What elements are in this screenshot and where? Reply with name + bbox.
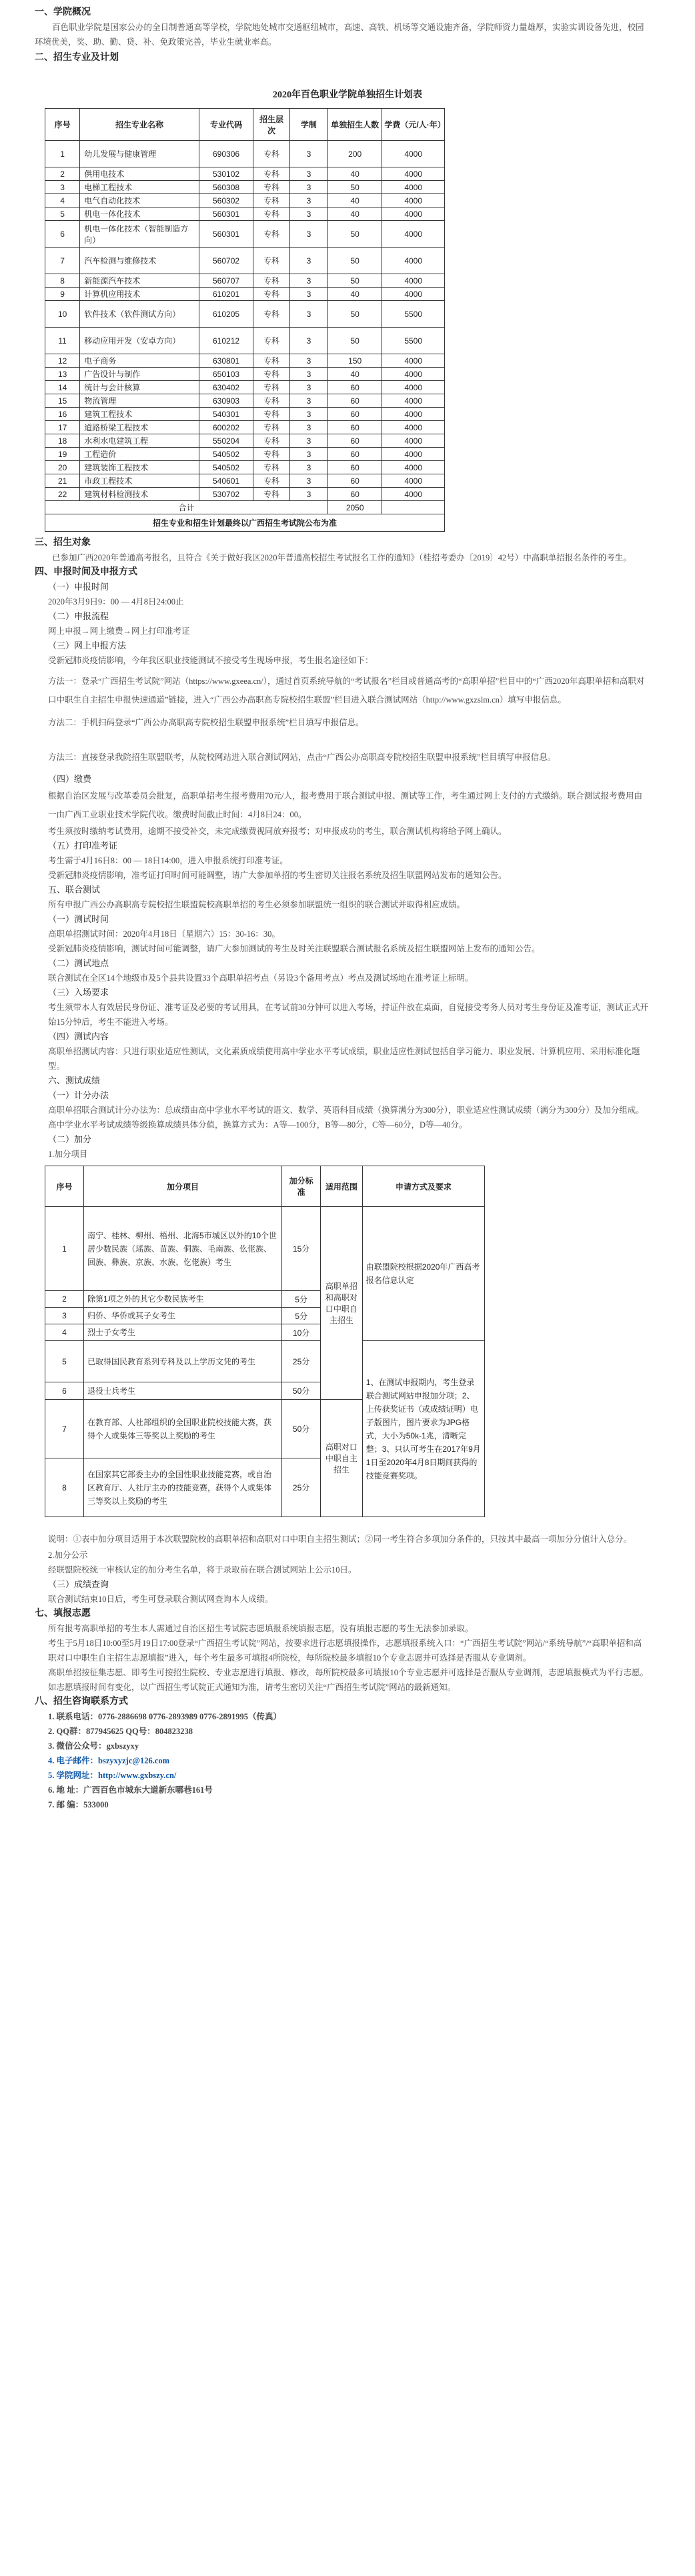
method-three: 方法三：直接登录我院招生联盟联考，从院校网站进入联合测试网站，点击“广西公办高职高专院校招生联盟申报系统”栏目填写申报信息。 [48, 753, 556, 762]
cell: 13 [45, 368, 80, 381]
cell: 10分 [282, 1324, 321, 1341]
cell: 4000 [382, 181, 445, 194]
th-item: 加分项目 [84, 1166, 282, 1207]
paragraph: 已参加广西2020年普通高考报名，且符合《关于做好我区2020年普通高校招生考试报名工作的通知》（桂招考委办〔2019〕42号）中高职单招报名条件的考生。 [52, 553, 632, 562]
cell: 南宁、桂林、柳州、梧州、北海5市城区以外的10个世居少数民族（瑶族、苗族、侗族、毛南族、仫佬族、回族、彝族、京族、水族、仡佬族）考生 [84, 1207, 282, 1291]
sub-heading: （三）成绩查询 [48, 1579, 109, 1589]
cell: 1 [45, 1207, 84, 1291]
cell-requirement: 由联盟院校根据2020年广西高考报名信息认定 [362, 1207, 484, 1341]
paragraph: 经联盟院校统一审核认定的加分考生名单，将于录取前在联合测试网站上公示10日。 [48, 1565, 357, 1575]
table-row [45, 488, 445, 501]
cell: 7 [45, 248, 80, 274]
table-row [45, 474, 445, 488]
cell: 供用电技术 [80, 167, 199, 181]
cell: 4 [45, 1324, 84, 1341]
cell: 4000 [382, 381, 445, 394]
cell: 3 [289, 488, 327, 501]
th-quota: 单独招生人数 [327, 109, 382, 141]
table-row [45, 167, 445, 181]
cell: 物流管理 [80, 394, 199, 408]
bonus-table [45, 1166, 485, 1517]
cell: 专科 [253, 394, 290, 408]
sub-heading: （三）入场要求 [48, 987, 109, 997]
paragraph: 考生须按时缴纳考试费用，逾期不接受补交，未完成缴费视同放弃报考；对申报成功的考生，联合测试机构将给予网上确认。 [48, 827, 507, 836]
cell: 电子商务 [80, 354, 199, 368]
cell: 60 [327, 448, 382, 461]
cell: 专科 [253, 181, 290, 194]
cell: 50 [327, 181, 382, 194]
cell: 市政工程技术 [80, 474, 199, 488]
cell: 建筑装饰工程技术 [80, 461, 199, 474]
cell: 8 [45, 274, 80, 288]
cell: 退役士兵考生 [84, 1382, 282, 1400]
cell: 11 [45, 328, 80, 354]
table-row [45, 381, 445, 394]
paragraph: 根据自治区发展与改革委员会批复，高职单招考生报考费用70元/人，报考费用于联合测试申报、测试等工作，考生通过网上支付的方式缴纳。联合测试报考费用由一由广西工业职业技术学院代收。缴费时间截止时间：4月8日24：00。 [48, 791, 642, 819]
cell: 5500 [382, 328, 445, 354]
cell: 17 [45, 421, 80, 434]
sub-heading: （一）申报时间 [48, 582, 109, 592]
cell: 专科 [253, 194, 290, 207]
cell: 40 [327, 368, 382, 381]
cell: 5分 [282, 1308, 321, 1324]
paragraph: 受新冠肺炎疫情影响，今年我区职业技能测试不接受考生现场申报，考生报名途径如下： [48, 656, 374, 665]
cell: 4000 [382, 368, 445, 381]
cell: 电气自动化技术 [80, 194, 199, 207]
enrollment-plan-table [45, 108, 445, 532]
th-code: 专业代码 [199, 109, 253, 141]
cell: 专科 [253, 248, 290, 274]
cell: 4000 [382, 434, 445, 448]
cell: 40 [327, 207, 382, 221]
cell: 550204 [199, 434, 253, 448]
cell: 21 [45, 474, 80, 488]
cell: 统计与会计核算 [80, 381, 199, 394]
cell: 15分 [282, 1207, 321, 1291]
sub-heading: （一）测试时间 [48, 914, 109, 924]
section-heading: 四、申报时间及申报方式 [35, 567, 137, 577]
cell: 除第1项之外的其它少数民族考生 [84, 1291, 282, 1308]
contact-wechat: 3. 微信公众号：gxbszyxy [48, 1741, 139, 1751]
cell: 专科 [253, 221, 290, 248]
cell: 3 [289, 221, 327, 248]
cell: 工程造价 [80, 448, 199, 461]
cell: 60 [327, 408, 382, 421]
cell: 650103 [199, 368, 253, 381]
cell: 广告设计与制作 [80, 368, 199, 381]
paragraph: 联合测试在全区14个地级市及5个县共设置33个高职单招考点（另设3个备用考点）考点及测试场地在准考证上标明。 [48, 973, 474, 983]
table-row [45, 394, 445, 408]
paragraph: 2020年3月9日9：00 — 4月8日24:00止 [48, 597, 184, 606]
cell: 50 [327, 221, 382, 248]
cell: 新能源汽车技术 [80, 274, 199, 288]
paragraph: 受新冠肺炎疫情影响，准考证打印时间可能调整，请广大参加单招的考生密切关注报名系统及招生联盟网站发布的通知公告。 [48, 871, 507, 880]
cell: 专科 [253, 328, 290, 354]
cell: 19 [45, 448, 80, 461]
section-heading: 七、填报志愿 [35, 1609, 91, 1619]
cell: 20 [45, 461, 80, 474]
section-heading: 二、招生专业及计划 [35, 53, 119, 63]
cell: 专科 [253, 301, 290, 328]
cell: 3 [289, 301, 327, 328]
bonus-note: 说明：①表中加分项目适用于本次联盟院校的高职单招和高职对口中职自主招生测试；②同一考生符合多项加分条件的，只按其中最高一项加分分值计入总分。 [48, 1535, 632, 1544]
paragraph: 高职单招测试内容：只进行职业适应性测试，文化素质成绩使用高中学业水平考试成绩，职业适应性测试包括自学习能力、职业发展、计算机应用、采用标准化题型。 [48, 1047, 640, 1071]
cell: 610212 [199, 328, 253, 354]
sub-heading: （二）申报流程 [48, 611, 109, 621]
cell: 专科 [253, 274, 290, 288]
cell: 软件技术（软件测试方向） [80, 301, 199, 328]
cell: 610205 [199, 301, 253, 328]
cell: 4000 [382, 354, 445, 368]
cell: 60 [327, 488, 382, 501]
table-caption: 2020年百色职业学院单独招生计划表 [273, 90, 422, 100]
cell: 560702 [199, 248, 253, 274]
cell: 4000 [382, 421, 445, 434]
cell: 建筑材料检测技术 [80, 488, 199, 501]
paragraph: 所有报考高职单招的考生本人需通过自治区招生考试院志愿填报系统填报志愿，没有填报志愿的考生无法参加录取。 [48, 1624, 474, 1633]
cell: 40 [327, 194, 382, 207]
table-row [45, 408, 445, 421]
table-row [45, 368, 445, 381]
cell: 3 [289, 354, 327, 368]
th-major: 招生专业名称 [80, 109, 199, 141]
cell: 22 [45, 488, 80, 501]
cell: 4000 [382, 207, 445, 221]
cell: 14 [45, 381, 80, 394]
cell: 4000 [382, 288, 445, 301]
cell: 3 [289, 394, 327, 408]
cell: 560308 [199, 181, 253, 194]
cell: 9 [45, 288, 80, 301]
cell: 150 [327, 354, 382, 368]
contact-qq: 2. QQ群：877945625 QQ号：804823238 [48, 1727, 193, 1736]
cell: 4000 [382, 274, 445, 288]
sub-heading: （四）缴费 [48, 774, 92, 784]
method-one: 方法一：登录“广西招生考试院”网站（https://www.gxeea.cn/），通过首页系统导航的“考试报名”栏目或普通高考的“高职单招”栏目中的“广西2020年高职单招和高职对口中职生自主招生申报快速通道”链接，进入“广西公办高职高专院校招生联盟”栏目进入联合测试网站（http://www.gxzslm.cn）填写申报信息。 [48, 677, 645, 705]
th-years: 学制 [289, 109, 327, 141]
cell: 专科 [253, 207, 290, 221]
cell: 60 [327, 421, 382, 434]
cell: 机电一体化技术 [80, 207, 199, 221]
section-heading: 八、招生咨询联系方式 [35, 1697, 128, 1707]
contact-email[interactable]: 4. 电子邮件：bszyxyzjc@126.com [48, 1756, 170, 1765]
cell: 3 [289, 421, 327, 434]
cell: 40 [327, 288, 382, 301]
table-row [45, 141, 445, 167]
paragraph: 考生于5月18日10:00至5月19日17:00登录“广西招生考试院”网站，按要求进行志愿填报操作，志愿填报系统入口：“广西招生考试院”网站/“系统导航”/“高职单招和高职对口中职生自主招生志愿填报”进入，每个考生最多可填报4所院校，每所院校最多填报10个专业志愿并可选择是否服从专业调剂。 [48, 1639, 642, 1663]
cell: 归侨、华侨或其子女考生 [84, 1308, 282, 1324]
cell: 50 [327, 328, 382, 354]
cell: 50 [327, 274, 382, 288]
cell: 540502 [199, 461, 253, 474]
table-row [45, 354, 445, 368]
cell: 4000 [382, 221, 445, 248]
cell: 专科 [253, 288, 290, 301]
cell: 60 [327, 461, 382, 474]
paragraph: 高中学业水平考试成绩等级换算成绩具体分值，换算方式为：A等—100分，B等—80分，C等—60分，D等—40分。 [48, 1120, 468, 1130]
cell: 530702 [199, 488, 253, 501]
cell: 专科 [253, 408, 290, 421]
paragraph: 高职单招按征集志愿、即考生可按招生院校、专业志愿进行填报、修改，每所院校最多可填报10个专业志愿并可选择是否服从专业调剂，志愿填报模式为平行志愿。 [48, 1668, 649, 1677]
cell: 690306 [199, 141, 253, 167]
cell: 15 [45, 394, 80, 408]
cell: 3 [289, 288, 327, 301]
cell: 7 [45, 1400, 84, 1458]
cell: 560301 [199, 207, 253, 221]
cell: 3 [45, 1308, 84, 1324]
method-two: 方法二：手机扫码登录“广西公办高职高专院校招生联盟申报系统”栏目填写申报信息。 [48, 718, 364, 727]
cell: 560707 [199, 274, 253, 288]
table-row [45, 181, 445, 194]
cell: 6 [45, 1382, 84, 1400]
cell: 已取得国民教育系列专科及以上学历文凭的考生 [84, 1341, 282, 1382]
table-row [45, 194, 445, 207]
cell: 2 [45, 167, 80, 181]
cell: 专科 [253, 141, 290, 167]
paragraph: 考生需于4月16日8：00 — 18日14:00，进入申报系统打印准考证。 [48, 856, 288, 865]
cell: 60 [327, 474, 382, 488]
table-row [45, 461, 445, 474]
cell: 4000 [382, 194, 445, 207]
cell: 专科 [253, 434, 290, 448]
cell: 6 [45, 221, 80, 248]
paragraph: 所有申报广西公办高职高专院校招生联盟院校高职单招的考生必须参加联盟统一组织的联合测试并取得相应成绩。 [48, 900, 466, 909]
table-row [45, 328, 445, 354]
th-points: 加分标准 [282, 1166, 321, 1207]
cell: 610201 [199, 288, 253, 301]
section-heading: 六、测试成绩 [48, 1076, 101, 1086]
cell: 3 [289, 474, 327, 488]
cell: 4000 [382, 248, 445, 274]
sub-heading: 五、联合测试 [48, 885, 101, 895]
cell: 540502 [199, 448, 253, 461]
cell: 3 [45, 181, 80, 194]
cell: 540601 [199, 474, 253, 488]
cell: 移动应用开发（安卓方向） [80, 328, 199, 354]
cell: 60 [327, 434, 382, 448]
cell: 50分 [282, 1382, 321, 1400]
cell: 630903 [199, 394, 253, 408]
paragraph: 考生须带本人有效居民身份证、准考证及必要的考试用具，在考试前30分钟可以进入考场，持证件放在桌面，自觉接受考务人员对考生身份证及准考证，测试正式开始15分钟后，考生不能进入考场。 [48, 1003, 649, 1027]
paragraph: 网上申报→网上缴费→网上打印准考证 [48, 626, 190, 636]
cell: 专科 [253, 167, 290, 181]
cell: 5分 [282, 1291, 321, 1308]
cell: 40 [327, 167, 382, 181]
cell: 200 [327, 141, 382, 167]
cell: 4000 [382, 488, 445, 501]
table-row [45, 207, 445, 221]
th-index: 序号 [45, 109, 80, 141]
cell: 3 [289, 448, 327, 461]
cell: 4000 [382, 408, 445, 421]
cell: 25分 [282, 1341, 321, 1382]
cell: 专科 [253, 354, 290, 368]
total-fee-empty [382, 501, 445, 514]
cell: 专科 [253, 381, 290, 394]
cell: 540301 [199, 408, 253, 421]
cell: 烈士子女考生 [84, 1324, 282, 1341]
cell-scope: 高职单招和高职对口中职自主招生 [321, 1207, 363, 1400]
table-row [45, 248, 445, 274]
sub-heading: （三）网上申报方法 [48, 640, 127, 651]
sub-heading: （一）计分办法 [48, 1090, 109, 1100]
cell: 5 [45, 207, 80, 221]
cell: 在国家其它部委主办的全国性职业技能竞赛，或自治区教育厅、人社厅主办的技能竞赛，获得个人或集体三等奖以上奖励的考生 [84, 1458, 282, 1517]
paragraph: 受新冠肺炎疫情影响，测试时间可能调整，请广大参加测试的考生及时关注联盟联合测试报名系统及招生联盟网站上发布的通知公告。 [48, 944, 540, 953]
cell: 12 [45, 354, 80, 368]
table-row [45, 288, 445, 301]
cell: 3 [289, 194, 327, 207]
th-scope: 适用范围 [321, 1166, 363, 1207]
cell: 3 [289, 328, 327, 354]
cell: 4000 [382, 394, 445, 408]
cell: 3 [289, 408, 327, 421]
cell: 汽车检测与维修技术 [80, 248, 199, 274]
cell: 3 [289, 141, 327, 167]
cell: 专科 [253, 474, 290, 488]
sub-heading: （五）打印准考证 [48, 841, 118, 851]
sub-heading: （四）测试内容 [48, 1031, 109, 1041]
cell: 630402 [199, 381, 253, 394]
cell: 560302 [199, 194, 253, 207]
table-row [45, 448, 445, 461]
th-fee: 学费（元/人·年） [382, 109, 445, 141]
cell: 3 [289, 381, 327, 394]
cell: 1 [45, 141, 80, 167]
cell: 630801 [199, 354, 253, 368]
cell-requirement: 1、在测试申报期内，考生登录联合测试网站申报加分项；2、上传获奖证书（或成绩证明）电子版图片，图片要求为JPG格式，大小为50k-1兆，清晰完整；3、只认可考生在2017年9月1日至2020年4月8日期间获得的技能竞赛奖项。 [362, 1341, 484, 1517]
cell: 在教育部、人社部组织的全国职业院校技能大赛，获得个人或集体三等奖以上奖励的考生 [84, 1400, 282, 1458]
cell: 18 [45, 434, 80, 448]
cell: 3 [289, 461, 327, 474]
contact-website[interactable]: 5. 学院网址：http://www.gxbszy.cn/ [48, 1771, 177, 1780]
table-note: 招生专业和招生计划最终以广西招生考试院公布为准 [45, 514, 445, 532]
cell-scope: 高职对口中职自主招生 [321, 1400, 363, 1517]
table-row [45, 221, 445, 248]
paragraph: 1.加分项目 [48, 1150, 88, 1159]
cell: 50分 [282, 1400, 321, 1458]
paragraph: 高职单招联合测试计分办法为：总成绩由高中学业水平考试的语文、数学、英语科目成绩（换算满分为300分），职业适应性测试成绩（满分为300分）及加分组成。 [48, 1106, 644, 1115]
cell: 4000 [382, 448, 445, 461]
cell: 5500 [382, 301, 445, 328]
cell: 3 [289, 181, 327, 194]
cell: 专科 [253, 461, 290, 474]
cell: 专科 [253, 421, 290, 434]
cell: 4000 [382, 167, 445, 181]
cell: 2 [45, 1291, 84, 1308]
paragraph: 联合测试结束10日后，考生可登录联合测试网查询本人成绩。 [48, 1595, 273, 1604]
cell: 水利水电建筑工程 [80, 434, 199, 448]
contact-phone: 1. 联系电话：0776-2886698 0776-2893989 0776-2891995（传真） [48, 1712, 281, 1721]
cell: 建筑工程技术 [80, 408, 199, 421]
cell: 专科 [253, 448, 290, 461]
th-index: 序号 [45, 1166, 84, 1207]
cell: 计算机应用技术 [80, 288, 199, 301]
cell: 电梯工程技术 [80, 181, 199, 194]
cell: 60 [327, 394, 382, 408]
table-row [45, 274, 445, 288]
paragraph: 百色职业学院是国家公办的全日制普通高等学校，学院地处城市交通枢纽城市，高速、高铁、机场等交通设施齐备，学院师资力量雄厚，实验实训设备先进，校园环境优美，奖、助、勤、贷、补、免政策完善，毕业生就业率高。 [35, 23, 644, 47]
cell: 530102 [199, 167, 253, 181]
th-level: 招生层次 [253, 109, 290, 141]
cell: 4 [45, 194, 80, 207]
total-label: 合计 [45, 501, 328, 514]
cell: 60 [327, 381, 382, 394]
cell: 10 [45, 301, 80, 328]
cell: 3 [289, 434, 327, 448]
contact-postcode: 7. 邮 编：533000 [48, 1800, 109, 1809]
total-value: 2050 [327, 501, 382, 514]
contact-address: 6. 地 址：广西百色市城东大道新东哪巷161号 [48, 1785, 213, 1795]
cell: 道路桥梁工程技术 [80, 421, 199, 434]
cell: 4000 [382, 474, 445, 488]
cell: 专科 [253, 368, 290, 381]
paragraph: 2.加分公示 [48, 1551, 88, 1560]
section-heading: 一、学院概况 [35, 7, 91, 17]
sub-heading: （二）测试地点 [48, 958, 109, 968]
table-row [45, 421, 445, 434]
cell: 16 [45, 408, 80, 421]
cell: 3 [289, 248, 327, 274]
cell: 25分 [282, 1458, 321, 1517]
cell: 8 [45, 1458, 84, 1517]
cell: 3 [289, 207, 327, 221]
cell: 3 [289, 167, 327, 181]
sub-heading: （二）加分 [48, 1134, 92, 1144]
section-heading: 三、招生对象 [35, 538, 91, 548]
paragraph: 高职单招测试时间：2020年4月18日（星期六）15：30-16：30。 [48, 929, 280, 939]
cell: 3 [289, 274, 327, 288]
cell: 4000 [382, 141, 445, 167]
cell: 专科 [253, 488, 290, 501]
cell: 机电一体化技术（智能制造方向） [80, 221, 199, 248]
cell: 560301 [199, 221, 253, 248]
paragraph: 如志愿填报时间有变化，以广西招生考试院正式通知为准，请考生密切关注“广西招生考试院”网站的最新通知。 [48, 1683, 456, 1692]
table-row [45, 434, 445, 448]
table-row [45, 301, 445, 328]
cell: 幼儿发展与健康管理 [80, 141, 199, 167]
cell: 3 [289, 368, 327, 381]
th-requirements: 申请方式及要求 [362, 1166, 484, 1207]
cell: 50 [327, 301, 382, 328]
cell: 50 [327, 248, 382, 274]
cell: 600202 [199, 421, 253, 434]
cell: 4000 [382, 461, 445, 474]
cell: 5 [45, 1341, 84, 1382]
